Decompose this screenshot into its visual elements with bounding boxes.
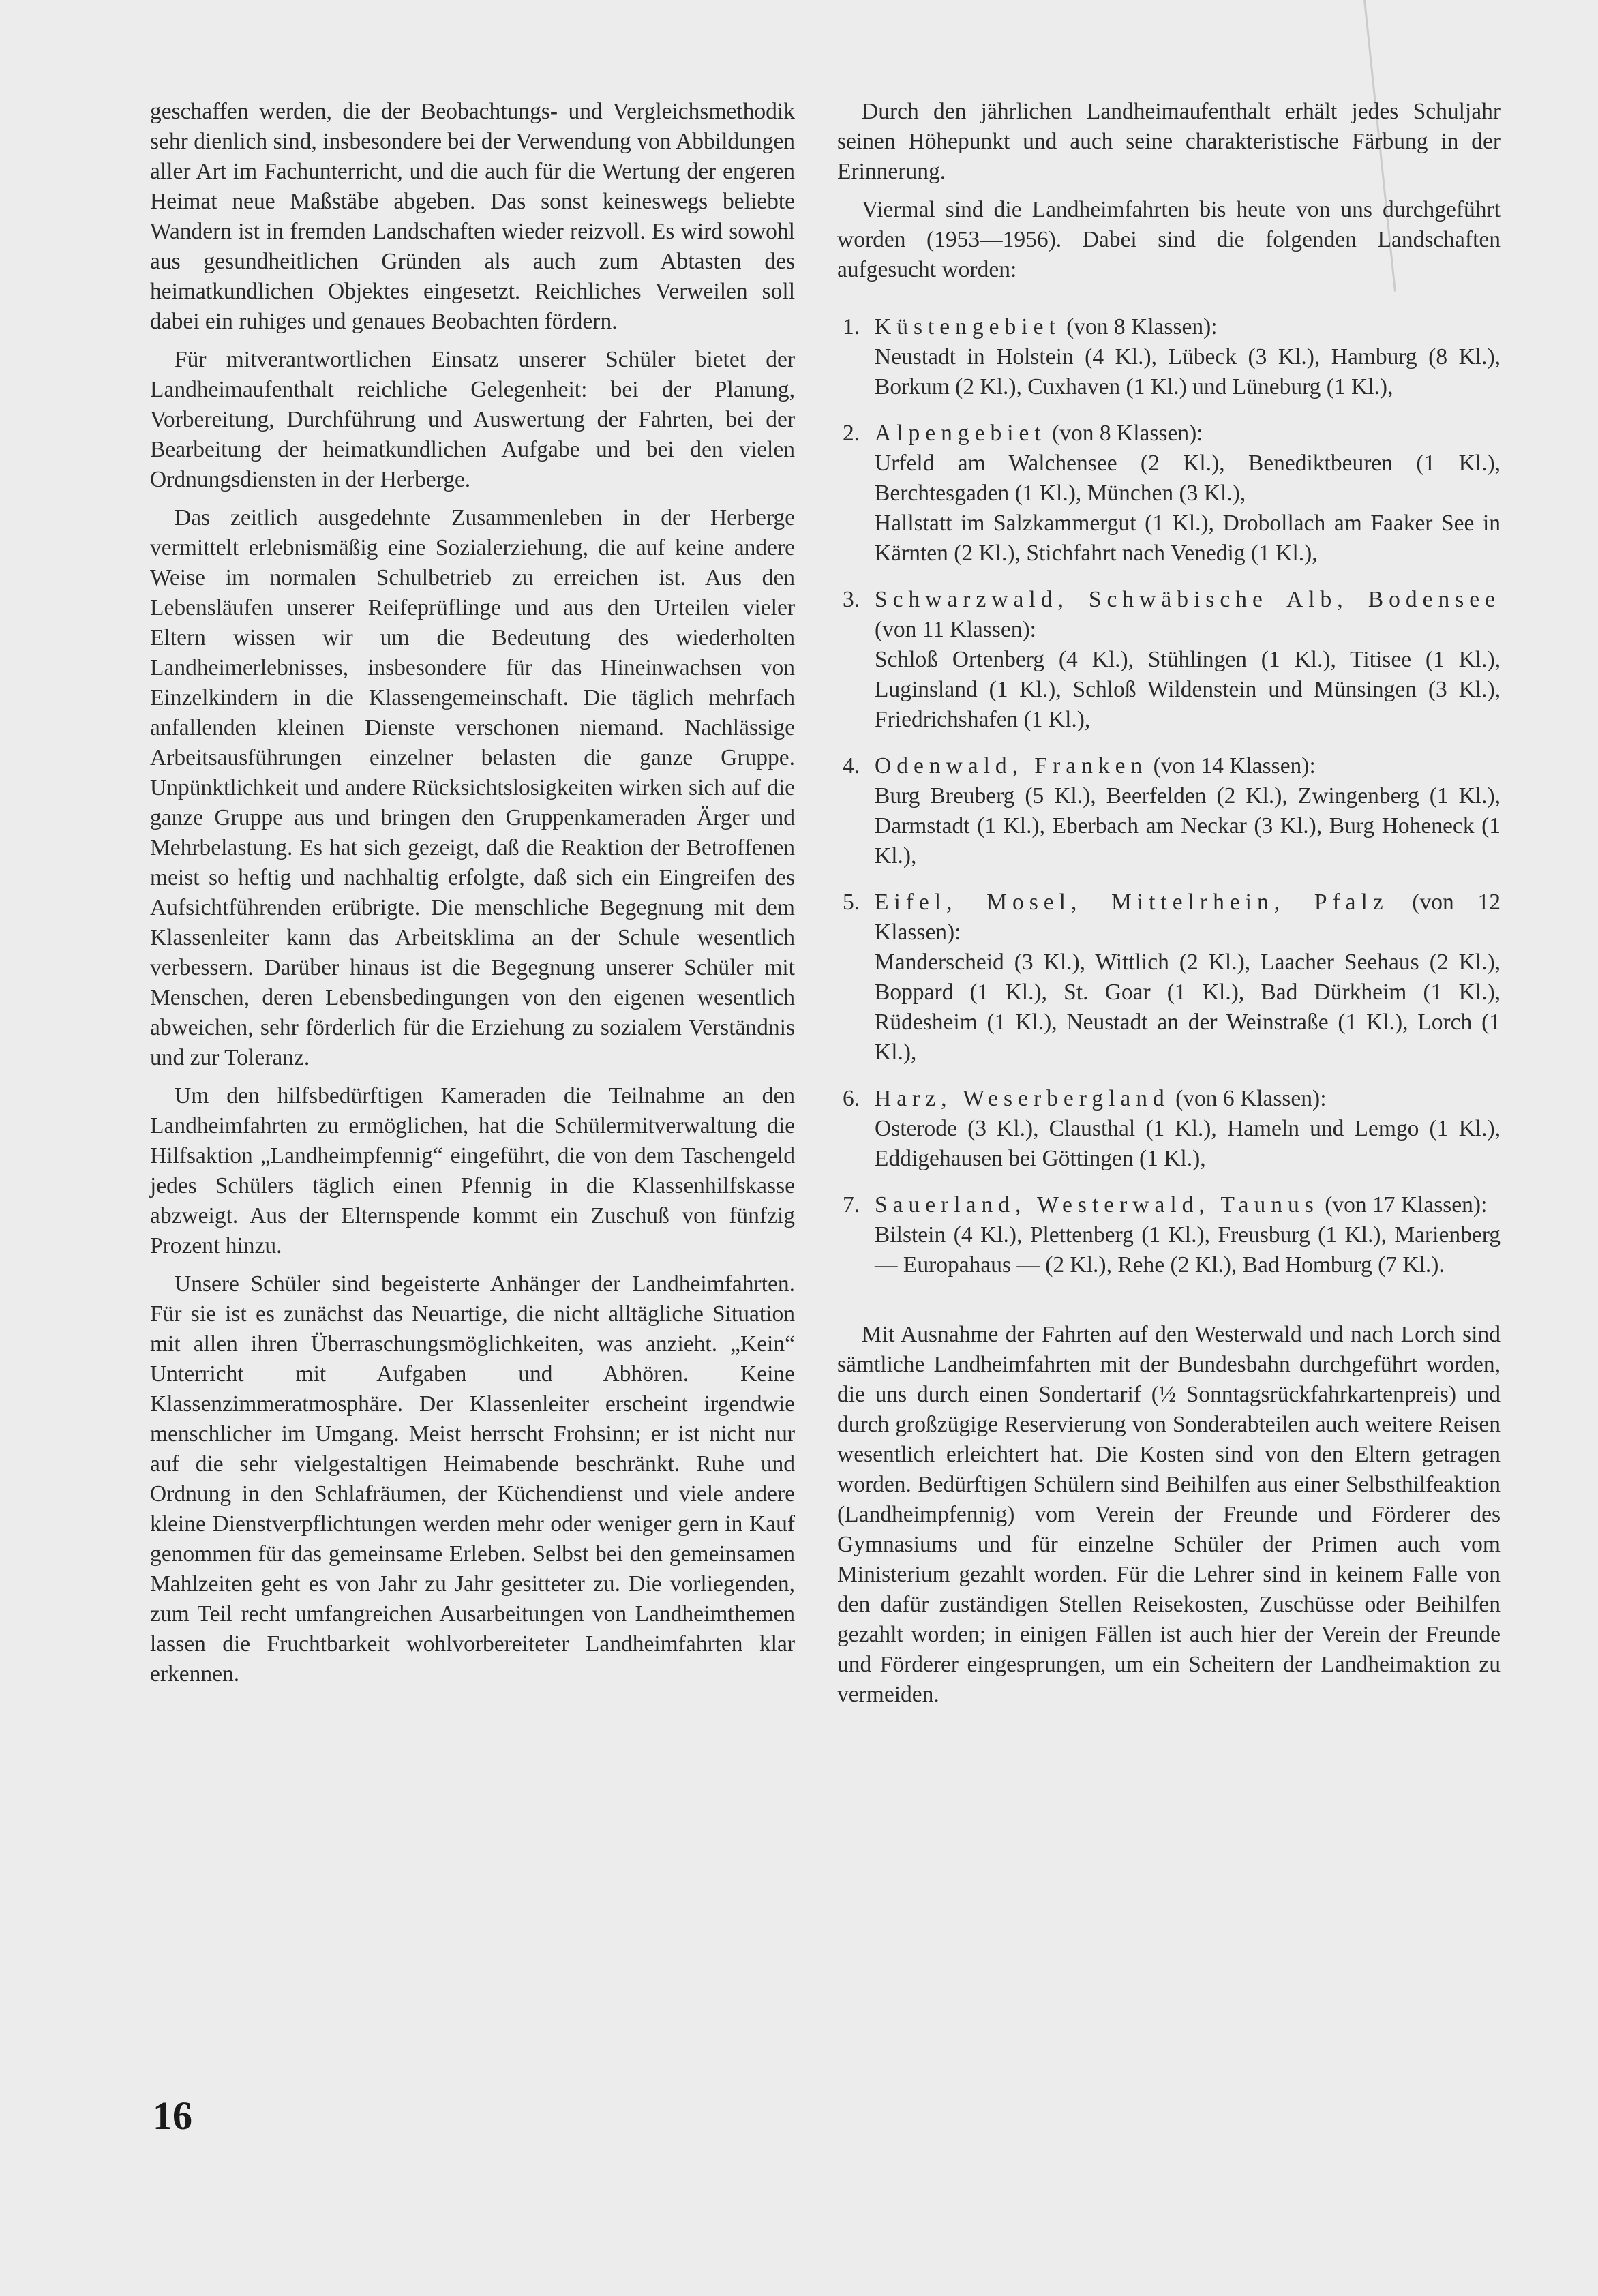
page-number: 16 <box>153 2094 192 2138</box>
region-classes: (von 8 Klassen): <box>1066 314 1218 339</box>
paragraph: geschaffen werden, die der Beobachtungs- und Vergleichsmethodik sehr dienlich sind, insbesondere bei der Verwendung von Abbildungen aller Art im Fachunterricht, und die auch für die Wertung der engeren Heimat neue Maßstäbe abgeben. Das sonst keineswegs beliebte Wandern ist in fremden Landschaften wieder reizvoll. Es wird sowohl aus gesundheitlichen Gründen als auch zum Abtasten des heimatkundlichen Objektes eingesetzt. Reichliches Verweilen soll dabei ein ruhiges und genaues Beobachten fördern. <box>150 99 795 334</box>
region-classes: (von 6 Klassen): <box>1175 1086 1327 1111</box>
region-places: Neustadt in Holstein (4 Kl.), Lübeck (3 Kl.), Hamburg (8 Kl.), Borkum (2 Kl.), Cuxhaven (1 Kl.) und Lüneburg (1 Kl.), <box>875 344 1501 399</box>
region-number: 2. <box>843 421 860 446</box>
region-item <box>837 585 1501 735</box>
paragraph: Für mitverantwortlichen Einsatz unserer Schüler bietet der Landheimaufenthalt reichliche Gelegenheit: bei der Planung, Vorbereitung, Durchführung und Auswertung der Fahrten, bei der Bearbeitung der heimatkundlichen Aufgabe und bei den vielen Ordnungsdiensten in der Herberge. <box>150 347 795 492</box>
region-classes: (von 17 Klassen): <box>1325 1192 1488 1218</box>
paragraph: Viermal sind die Landheimfahrten bis heute von uns durchgeführt worden (1953—1956). Dabei sind die folgenden Landschaften aufgesucht worden: <box>837 197 1501 282</box>
region-list <box>837 312 1501 1280</box>
region-classes: (von 12 Klassen): <box>875 890 1501 945</box>
region-places: Manderscheid (3 Kl.), Wittlich (2 Kl.), Laacher Seehaus (2 Kl.), Boppard (1 Kl.), St. Goar (1 Kl.), Bad Dürkheim (1 Kl.), Rüdesheim (1 Kl.), Neustadt an der Weinstraße (1 Kl.), Lorch (1 Kl.), <box>875 950 1501 1065</box>
region-number: 3. <box>843 587 860 612</box>
region-classes: (von 8 Klassen): <box>1052 421 1203 446</box>
region-name: Alpengebiet <box>875 421 1046 446</box>
region-places: Burg Breuberg (5 Kl.), Beerfelden (2 Kl.), Zwingenberg (1 Kl.), Darmstadt (1 Kl.), Eberbach am Neckar (3 Kl.), Burg Hoheneck (1 Kl.), <box>875 783 1501 868</box>
region-name: Küstengebiet <box>875 314 1061 339</box>
region-classes: (von 11 Klassen): <box>875 617 1036 642</box>
region-places: Hallstatt im Salzkammergut (1 Kl.), Drobollach am Faaker See in Kärnten (2 Kl.), Stichfahrt nach Venedig (1 Kl.), <box>875 511 1501 566</box>
paragraph: Mit Ausnahme der Fahrten auf den Westerwald und nach Lorch sind sämtliche Landheimfahrten mit der Bundesbahn durchgeführt worden, die uns durch einen Sondertarif (½ Sonntagsrückfahrkartenpreis) und durch großzügige Reservierung von Sonderabteilen auch weitere Reisen wesentlich erleichtert hat. Die Kosten sind von den Eltern getragen worden. Bedürftigen Schülern sind Beihilfen aus einer Selbsthilfeaktion (Landheimpfennig) vom Verein der Freunde und Förderer des Gymnasiums und für einzelne Schüler der Primen auch vom Ministerium gezahlt worden. Für die Lehrer sind in keinem Falle von den dafür zuständigen Stellen Reisekosten, Zuschüsse oder Beihilfen gezahlt worden; in einigen Fällen ist auch hier der Verein der Freunde und Förderer eingesprungen, um ein Scheitern der Landheimaktion zu vermeiden. <box>837 1322 1501 1707</box>
region-places: Bilstein (4 Kl.), Plettenberg (1 Kl.), Freusburg (1 Kl.), Marienberg — Europahaus — (2 Kl.), Rehe (2 Kl.), Bad Homburg (7 Kl.). <box>875 1222 1501 1278</box>
region-name: Harz, Weserbergland <box>875 1086 1170 1111</box>
region-item <box>837 888 1501 1068</box>
left-column <box>150 97 795 1697</box>
region-item <box>837 312 1501 402</box>
region-number: 4. <box>843 753 860 779</box>
region-item <box>837 751 1501 871</box>
region-places: Osterode (3 Kl.), Clausthal (1 Kl.), Hameln und Lemgo (1 Kl.), Eddigehausen bei Göttingen (1 Kl.), <box>875 1116 1501 1171</box>
region-item <box>837 419 1501 569</box>
region-item <box>837 1190 1501 1280</box>
right-column <box>837 97 1501 1718</box>
region-name: Eifel, Mosel, Mittelrhein, Pfalz <box>875 890 1389 915</box>
region-places: Urfeld am Walchensee (2 Kl.), Benediktbeuren (1 Kl.), Berchtesgaden (1 Kl.), München (3 Kl.), <box>875 451 1501 506</box>
paragraph: Durch den jährlichen Landheimaufenthalt erhält jedes Schuljahr seinen Höhepunkt und auch seine charakteristische Färbung in der Erinnerung. <box>837 99 1501 184</box>
region-number: 6. <box>843 1086 860 1111</box>
region-number: 1. <box>843 314 860 339</box>
region-places: Schloß Ortenberg (4 Kl.), Stühlingen (1 Kl.), Titisee (1 Kl.), Luginsland (1 Kl.), Schloß Wildenstein und Münsingen (3 Kl.), Friedrichshafen (1 Kl.), <box>875 647 1501 732</box>
region-name: Sauerland, Westerwald, Taunus <box>875 1192 1319 1218</box>
paragraph: Das zeitlich ausgedehnte Zusammenleben in der Herberge vermittelt erlebnismäßig eine Sozialerziehung, die auf keine andere Weise im normalen Schulbetrieb zu erreichen ist. Aus den Lebensläufen unserer Reifeprüflinge und aus den Urteilen vieler Eltern wissen wir um die Bedeutung des wiederholten Landheimerlebnisses, insbesondere für das Hineinwachsen von Einzelkindern in die Klassengemeinschaft. Die täglich mehrfach anfallenden kleinen Dienste verschonen niemand. Nachlässige Arbeitsausführungen einzelner belasten die ganze Gruppe. Unpünktlichkeit und andere Rücksichtslosigkeiten wirken sich auf die ganze Gruppe aus und bringen den Gruppenkameraden Ärger und Mehrbelastung. Es hat sich gezeigt, daß die Reaktion der Betroffenen meist so heftig und nachhaltig erfolgte, daß sich ein Eingreifen des Aufsichtführenden erübrigte. Die menschliche Begegnung mit dem Klassenleiter kann das Arbeitsklima an der Schule wesentlich verbessern. Darüber hinaus ist die Begegnung unserer Schüler mit Menschen, deren Lebensbedingungen von den eigenen wesentlich abweichen, sehr förderlich für die Erziehung zu sozialem Verständnis und zur Toleranz. <box>150 505 795 1070</box>
region-number: 7. <box>843 1192 860 1218</box>
region-item <box>837 1084 1501 1174</box>
region-name: Odenwald, Franken <box>875 753 1148 779</box>
paragraph: Um den hilfsbedürftigen Kameraden die Teilnahme an den Landheimfahrten zu ermöglichen, hat die Schülermitverwaltung die Hilfsaktion „Landheimpfennig“ eingeführt, die von dem Taschengeld jedes Schülers täglich einen Pfennig in die Klassenhilfskasse abzweigt. Aus der Elternspende kommt ein Zuschuß von fünfzig Prozent hinzu. <box>150 1083 795 1258</box>
region-name: Schwarzwald, Schwäbische Alb, Bodensee <box>875 587 1501 612</box>
paragraph: Unsere Schüler sind begeisterte Anhänger der Landheimfahrten. Für sie ist es zunächst das Neuartige, die nicht alltägliche Situation mit allen ihren Überraschungsmöglichkeiten, was anzieht. „Kein“ Unterricht mit Aufgaben und Abhören. Keine Klassenzimmeratmosphäre. Der Klassenleiter erscheint irgendwie menschlicher im Umgang. Meist herrscht Frohsinn; er ist nicht nur auf die sehr vielgestaltigen Heimabende beschränkt. Ruhe und Ordnung in den Schlafräumen, der Küchendienst und viele andere kleine Dienstverpflichtungen werden mehr oder weniger gern in Kauf genommen für das gemeinsame Erleben. Selbst bei den gemeinsamen Mahlzeiten geht es von Jahr zu Jahr gesitteter zu. Die vorliegenden, zum Teil recht umfangreichen Ausarbeitungen von Landheimthemen lassen die Fruchtbarkeit wohlvorbereiteter Landheimfahrten klar erkennen. <box>150 1271 795 1687</box>
region-number: 5. <box>843 890 860 915</box>
region-classes: (von 14 Klassen): <box>1153 753 1316 779</box>
